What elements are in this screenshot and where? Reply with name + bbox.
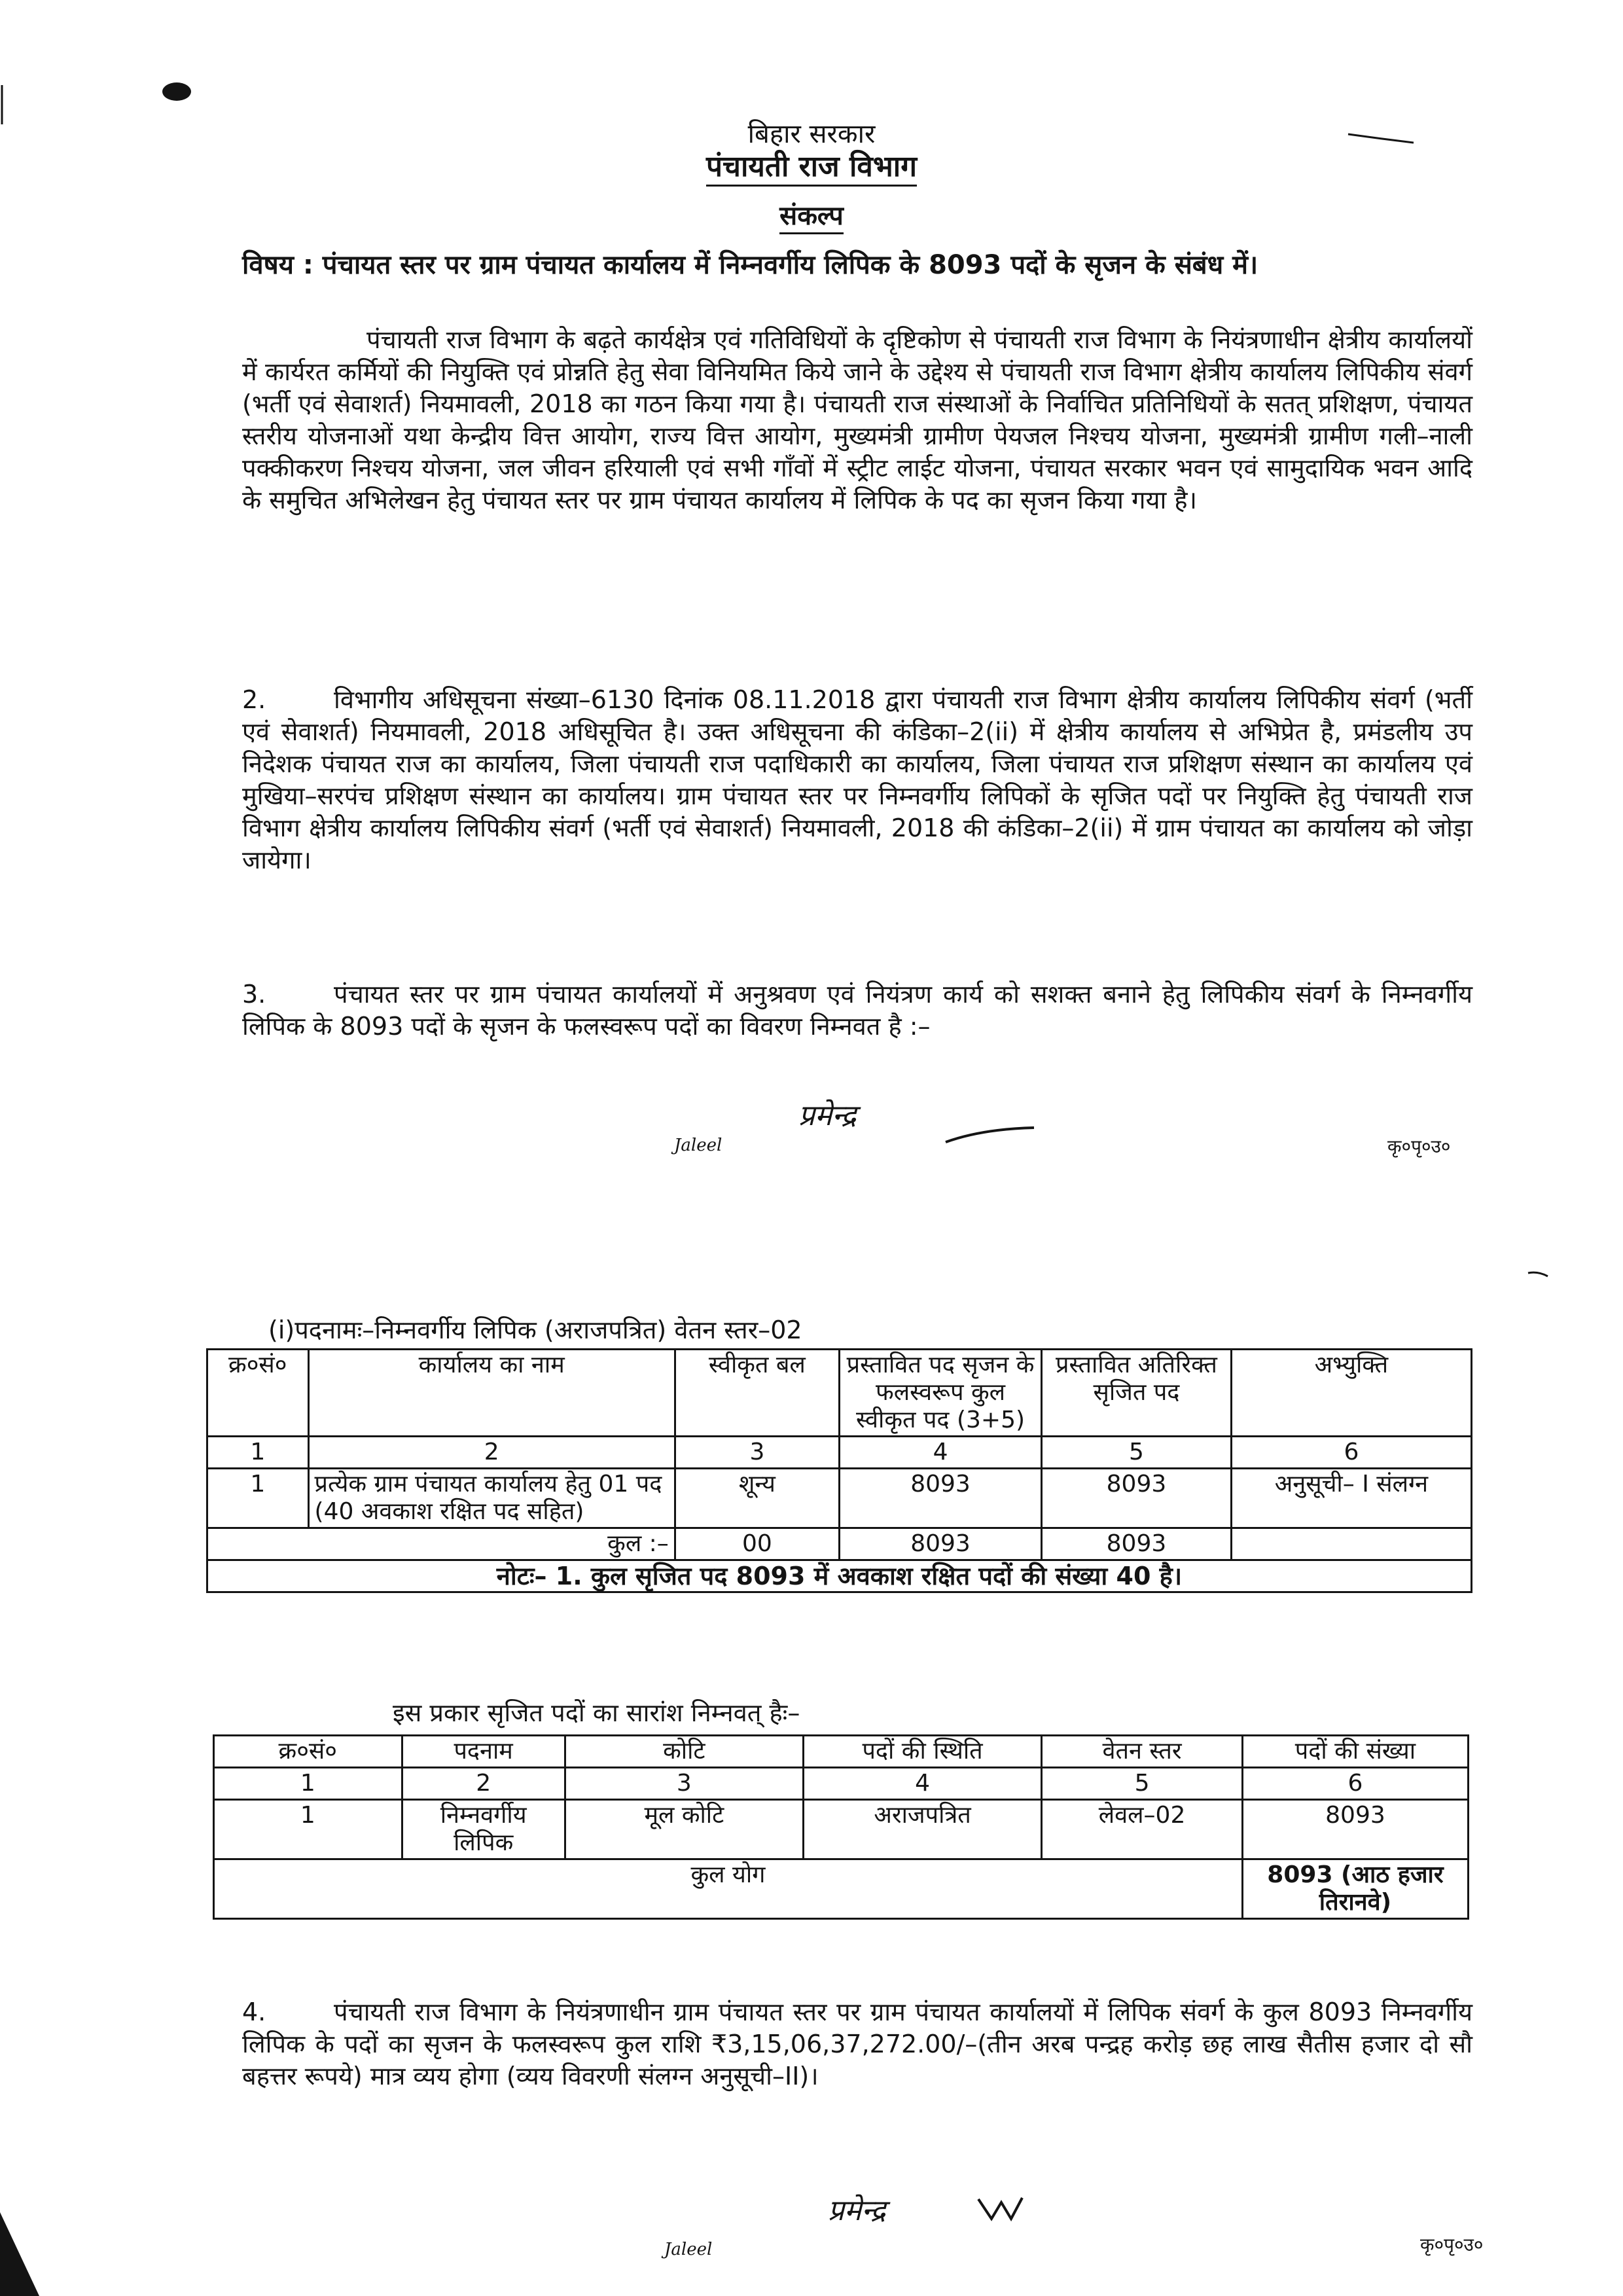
punch-hole-mark — [162, 82, 191, 101]
header-cell: कोटि — [565, 1736, 803, 1768]
paragraph-4-number: 4. — [242, 1998, 266, 2026]
table-cell: लेवल–02 — [1042, 1800, 1243, 1859]
paragraph-3-number: 3. — [242, 980, 266, 1009]
table-cell: 8093 — [1042, 1469, 1232, 1528]
paragraph-4-text: पंचायती राज विभाग के नियंत्रणाधीन ग्राम पंचायत स्तर पर ग्राम पंचायत कार्यालयों में लिपिक संवर्ग के कुल 8093 निम्नवर्गीय लिपिक के पदों का सृजन के फलस्वरूप कुल राशि ₹3,15,06,37,272.00/–(तीन अरब पन्द्रह करोड़ छह लाख सैतीस हजार दो सौ बहत्तर रूपये) मात्र व्यय होगा (व्यय विवरणी संलग्न अनुसूची–II)। — [242, 1998, 1472, 2090]
total-cell: 8093 — [839, 1528, 1041, 1560]
header-cell: स्वीकृत बल — [675, 1350, 839, 1437]
signature-initial-2: Jaleel — [664, 2240, 713, 2259]
header-cell: प्रस्तावित पद सृजन के फलस्वरूप कुल स्वीकृत पद (3+5) — [839, 1350, 1041, 1437]
table-note: नोटः– 1. कुल सृजित पद 8093 में अवकाश रक्षित पदों की संख्या 40 है। — [207, 1560, 1472, 1592]
column-number: 6 — [1242, 1768, 1468, 1800]
column-number: 3 — [675, 1437, 839, 1469]
corner-shadow — [0, 2212, 39, 2296]
paragraph-2-text: विभागीय अधिसूचना संख्या–6130 दिनांक 08.11.2018 द्वारा पंचायती राज विभाग क्षेत्रीय कार्यालय लिपिकीय संवर्ग (भर्ती एवं सेवाशर्त) नियमावली, 2018 अधिसूचित है। उक्त अधिसूचना की कंडिका–2(ii) में क्षेत्रीय कार्यालय से अभिप्रेत है, प्रमंडलीय उप निदेशक पंचायत राज का कार्यालय, जिला पंचायती राज पदाधिकारी का कार्यालय, जिला पंचायत राज प्रशिक्षण संस्थान का कार्यालय एवं मुखिया–सरपंच प्रशिक्षण संस्थान का कार्यालय। ग्राम पंचायत स्तर पर निम्नवर्गीय लिपिकों के सृजित पदों पर नियुक्ति हेतु पंचायती राज विभाग क्षेत्रीय कार्यालय लिपिकीय संवर्ग (भर्ती एवं सेवाशर्त) नियमावली, 2018 की कंडिका–2(ii) में ग्राम पंचायत का कार्यालय को जोड़ा जायेगा। — [242, 685, 1472, 874]
header-cell: अभ्युक्ति — [1231, 1350, 1471, 1437]
column-number: 2 — [402, 1768, 565, 1800]
paragraph-2-number: 2. — [242, 685, 266, 714]
table-cell: 8093 — [1242, 1800, 1468, 1859]
paragraph-3-text: पंचायत स्तर पर ग्राम पंचायत कार्यालयों में अनुश्रवण एवं नियंत्रण कार्य को सशक्त बनाने हेतु लिपिकीय संवर्ग के निम्नवर्गीय लिपिक के 8093 पदों के सृजन के फलस्वरूप पदों का विवरण निम्नवत है :– — [242, 980, 1472, 1041]
column-number: 1 — [214, 1768, 402, 1800]
header-cell: वेतन स्तर — [1042, 1736, 1243, 1768]
column-number: 3 — [565, 1768, 803, 1800]
signature-initial-1: Jaleel — [674, 1136, 722, 1155]
total-cell: 00 — [675, 1528, 839, 1560]
column-number: 1 — [207, 1437, 309, 1469]
column-number: 5 — [1042, 1768, 1243, 1800]
signature-2: प्रमेन्द्र — [828, 2194, 886, 2227]
header-cell: पदनाम — [402, 1736, 565, 1768]
table-cell: अनुसूची– I संलग्न — [1231, 1469, 1471, 1528]
table-1-title: (i)पदनामः–निम्नवर्गीय लिपिक (अराजपत्रित) वेतन स्तर–02 — [268, 1316, 802, 1344]
total-cell: 8093 — [1042, 1528, 1232, 1560]
column-number: 2 — [308, 1437, 675, 1469]
total-label: कुल योग — [214, 1859, 1243, 1919]
total-label: कुल :– — [207, 1528, 675, 1560]
header-cell: क्र०सं० — [207, 1350, 309, 1437]
page-turn-marker-2: कृ०पृ०उ० — [1420, 2234, 1484, 2255]
margin-mark — [1528, 1272, 1548, 1276]
table-cell: 8093 — [839, 1469, 1041, 1528]
paragraph-1-text: पंचायती राज विभाग के बढ़ते कार्यक्षेत्र एवं गतिविधियों के दृष्टिकोण से पंचायती राज विभाग के नियंत्रणाधीन क्षेत्रीय कार्यालयों में कार्यरत कर्मियों की नियुक्ति एवं प्रोन्नति हेतु सेवा विनियमित किये जाने के उद्देश्य से पंचायती राज विभाग क्षेत्रीय कार्यालय लिपिकीय संवर्ग (भर्ती एवं सेवाशर्त) नियमावली, 2018 का गठन किया गया है। पंचायती राज संस्थाओं के निर्वाचित प्रतिनिधियों के सतत् प्रशिक्षण, पंचायत स्तरीय योजनाओं यथा केन्द्रीय वित्त आयोग, राज्य वित्त आयोग, मुख्यमंत्री ग्रामीण पेयजल निश्चय योजना, मुख्यमंत्री ग्रामीण गली–नाली पक्कीकरण निश्चय योजना, जल जीवन हरियाली एवं सभी गाँवों में स्ट्रीट लाईट योजना, पंचायत सरकार भवन एवं सामुदायिक भवन आदि के समुचित अभिलेखन हेतु पंचायत स्तर पर ग्राम पंचायत कार्यालय में लिपिक के पद का सृजन किया गया है। — [242, 325, 1472, 514]
table-cell: प्रत्येक ग्राम पंचायत कार्यालय हेतु 01 पद (40 अवकाश रक्षित पद सहित) — [308, 1469, 675, 1528]
department-name-text: पंचायती राज विभाग — [706, 150, 917, 187]
table-cell: 1 — [207, 1469, 309, 1528]
header-cell: कार्यालय का नाम — [308, 1350, 675, 1437]
government-name: बिहार सरकार — [747, 119, 876, 149]
table-cell: मूल कोटि — [565, 1800, 803, 1859]
table-cell: निम्नवर्गीय लिपिक — [402, 1800, 565, 1859]
header-cell: पदों की स्थिति — [803, 1736, 1041, 1768]
table-cell: अराजपत्रित — [803, 1800, 1041, 1859]
header-cell: क्र०सं० — [214, 1736, 402, 1768]
column-number: 4 — [839, 1437, 1041, 1469]
subject-line: विषय : पंचायत स्तर पर ग्राम पंचायत कार्यालय में निम्नवर्गीय लिपिक के 8093 पदों के सृजन के संबंध में। — [242, 250, 1258, 280]
resolution-title-text: संकल्प — [779, 201, 844, 234]
column-number: 5 — [1042, 1437, 1232, 1469]
page-turn-marker-1: कृ०पृ०उ० — [1387, 1136, 1451, 1157]
total-value: 8093 (आठ हजार तिरानवे) — [1242, 1859, 1468, 1919]
column-number: 4 — [803, 1768, 1041, 1800]
header-cell: पदों की संख्या — [1242, 1736, 1468, 1768]
table-cell: शून्य — [675, 1469, 839, 1528]
table-cell: 1 — [214, 1800, 402, 1859]
margin-mark — [1348, 134, 1414, 143]
column-number: 6 — [1231, 1437, 1471, 1469]
table-2-title: इस प्रकार सृजित पदों का सारांश निम्नवत् हैः– — [393, 1698, 800, 1727]
header-cell: प्रस्तावित अतिरिक्त सृजित पद — [1042, 1350, 1232, 1437]
signature-1: प्रमेन्द्र — [798, 1099, 857, 1132]
